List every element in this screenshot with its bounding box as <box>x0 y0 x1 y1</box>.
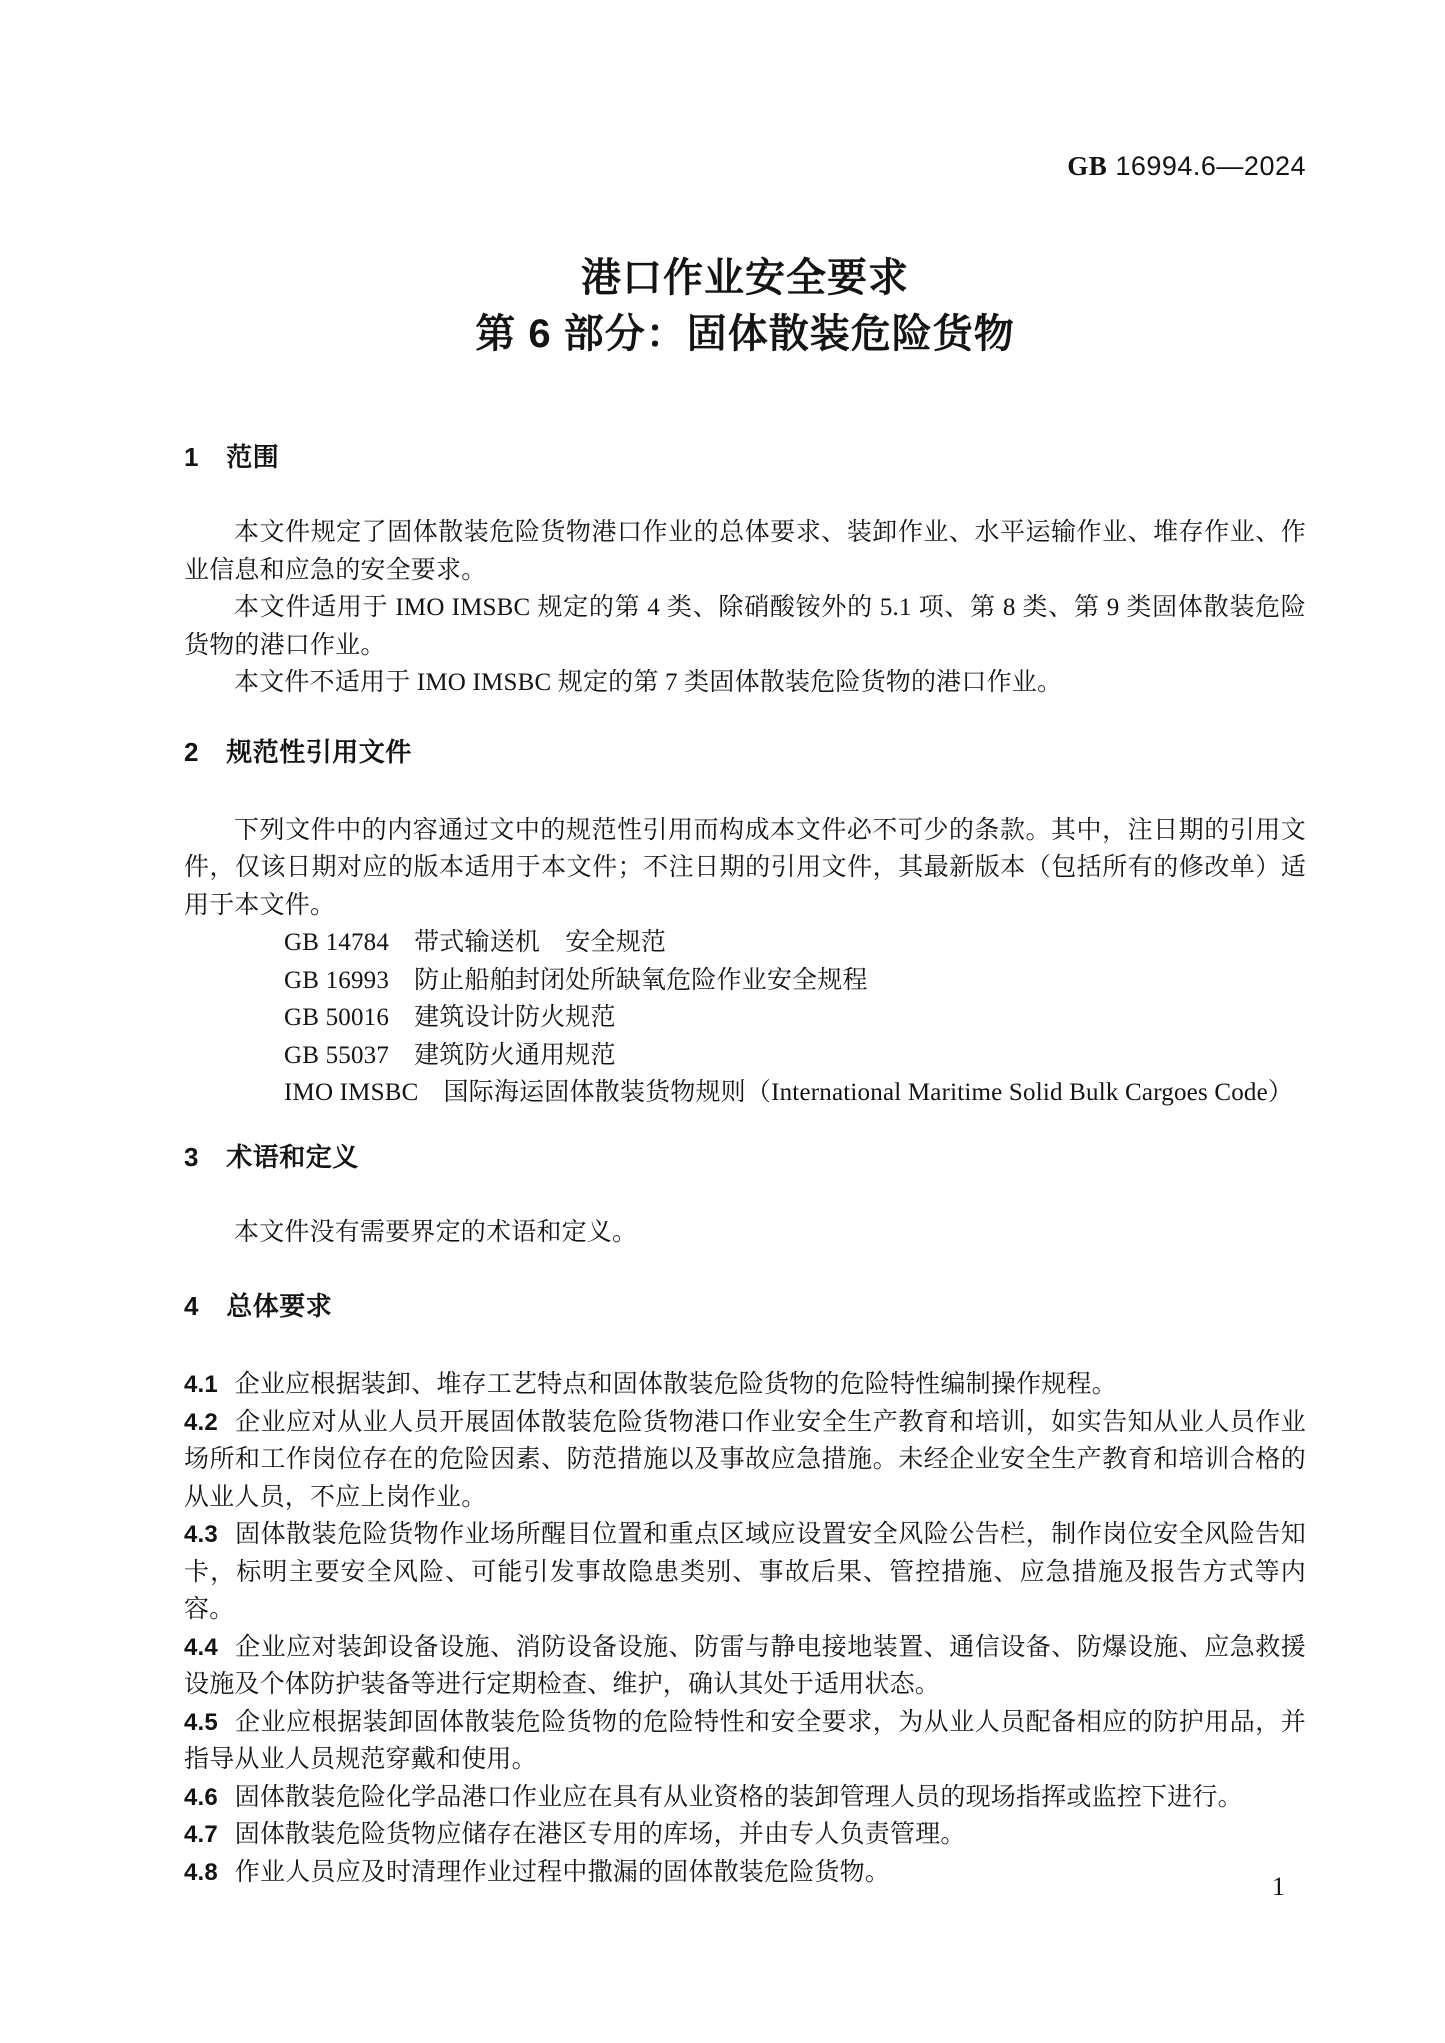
clause-4-6 <box>184 1779 1306 1817</box>
clause-4-8 <box>184 1854 1306 1892</box>
clause-text: 固体散装危险化学品港口作业应在具有从业资格的装卸管理人员的现场指挥或监控下进行。 <box>234 1783 1243 1811</box>
clause-number: 4.4 <box>184 1633 218 1661</box>
clause-4-4 <box>184 1629 1306 1704</box>
section-2-title: 规范性引用文件 <box>226 736 412 767</box>
standard-prefix: GB <box>1067 151 1108 181</box>
reference-title: 建筑防火通用规范 <box>414 1041 616 1069</box>
clause-number: 4.1 <box>184 1371 218 1398</box>
section-4-heading <box>184 1289 1306 1323</box>
document-title <box>184 250 1306 362</box>
clause-text: 企业应根据装卸固体散装危险货物的危险特性和安全要求，为从业人员配备相应的防护用品，并指导从业人员规范穿戴和使用。 <box>184 1708 1306 1773</box>
clause-4-7 <box>184 1816 1306 1854</box>
section-3-body <box>184 1214 1306 1252</box>
reference-item <box>184 1037 1306 1075</box>
section-4-title: 总体要求 <box>226 1291 333 1321</box>
section-1-number: 1 <box>184 442 199 472</box>
paragraph: 本文件规定了固体散装危险货物港口作业的总体要求、装卸作业、水平运输作业、堆存作业、作业信息和应急的安全要求。 <box>184 519 1306 584</box>
section-3-title: 术语和定义 <box>226 1141 359 1172</box>
reference-item <box>184 924 1306 962</box>
section-1-heading <box>184 440 1306 474</box>
reference-code: GB 16993 <box>284 966 390 994</box>
clause-number: 4.8 <box>184 1858 218 1886</box>
section-1-body <box>184 514 1306 702</box>
clause-number: 4.2 <box>184 1408 218 1436</box>
section-2-body <box>184 812 1306 1112</box>
clause-number: 4.3 <box>184 1521 218 1548</box>
reference-code: GB 14784 <box>284 929 390 956</box>
section-4-body <box>184 1366 1306 1891</box>
paragraph: 本文件适用于 IMO IMSBC 规定的第 4 类、除硝酸铵外的 5.1 项、第 8 类、第 9 类固体散装危险货物的港口作业。 <box>184 594 1306 659</box>
reference-code: GB 50016 <box>284 1004 390 1031</box>
page-number: 1 <box>1272 1872 1285 1901</box>
reference-item <box>184 962 1306 1000</box>
clause-text: 企业应对从业人员开展固体散装危险货物港口作业安全生产教育和培训，如实告知从业人员作业场所和工作岗位存在的危险因素、防范措施以及事故应急措施。未经企业安全生产教育和培训合格的从业人员，不应上岗作业。 <box>184 1408 1306 1511</box>
clause-text: 企业应根据装卸、堆存工艺特点和固体散装危险货物的危险特性编制操作规程。 <box>234 1371 1117 1398</box>
clause-4-3 <box>184 1516 1306 1629</box>
clause-number: 4.5 <box>184 1708 218 1736</box>
section-2-number: 2 <box>184 736 199 767</box>
reference-title: 建筑设计防火规范 <box>414 1004 616 1031</box>
paragraph: 本文件不适用于 IMO IMSBC 规定的第 7 类固体散装危险货物的港口作业。 <box>234 669 1063 696</box>
section-1-title: 范围 <box>226 442 280 472</box>
section-3-number: 3 <box>184 1141 199 1172</box>
reference-title: 国际海运固体散装货物规则（International Maritime Solid Bulk Cargoes Code） <box>443 1079 1294 1106</box>
reference-item <box>184 1074 1306 1112</box>
clause-number: 4.7 <box>184 1821 218 1848</box>
title-line-2: 第 6 部分：固体散装危险货物 <box>475 312 1015 356</box>
standard-number <box>184 150 1306 182</box>
section-4-number: 4 <box>184 1291 199 1321</box>
title-line-1: 港口作业安全要求 <box>581 256 909 300</box>
reference-code: IMO IMSBC <box>284 1079 419 1106</box>
paragraph: 下列文件中的内容通过文中的规范性引用而构成本文件必不可少的条款。其中，注日期的引用文件，仅该日期对应的版本适用于本文件；不注日期的引用文件，其最新版本（包括所有的修改单）适用于本文件。 <box>184 816 1306 919</box>
reference-code: GB 55037 <box>284 1041 390 1069</box>
reference-title: 防止船舶封闭处所缺氧危险作业安全规程 <box>414 966 868 994</box>
section-3-heading <box>184 1140 1306 1174</box>
reference-title: 带式输送机 安全规范 <box>414 929 667 956</box>
clause-text: 企业应对装卸设备设施、消防设备设施、防雷与静电接地装置、通信设备、防爆设施、应急救援设施及个体防护装备等进行定期检查、维护，确认其处于适用状态。 <box>184 1633 1306 1698</box>
clause-4-1 <box>184 1366 1306 1404</box>
reference-item <box>184 999 1306 1037</box>
section-2-heading <box>184 735 1306 769</box>
standard-code: 16994.6—2024 <box>1115 151 1306 181</box>
clause-4-5 <box>184 1704 1306 1779</box>
clause-4-2 <box>184 1404 1306 1517</box>
paragraph: 本文件没有需要界定的术语和定义。 <box>234 1218 638 1246</box>
clause-text: 作业人员应及时清理作业过程中撒漏的固体散装危险货物。 <box>234 1858 890 1886</box>
clause-text: 固体散装危险货物应储存在港区专用的库场，并由专人负责管理。 <box>234 1821 966 1848</box>
clause-text: 固体散装危险货物作业场所醒目位置和重点区域应设置安全风险公告栏，制作岗位安全风险告知卡，标明主要安全风险、可能引发事故隐患类别、事故后果、管控措施、应急措施及报告方式等内容。 <box>184 1521 1306 1623</box>
clause-number: 4.6 <box>184 1783 218 1811</box>
